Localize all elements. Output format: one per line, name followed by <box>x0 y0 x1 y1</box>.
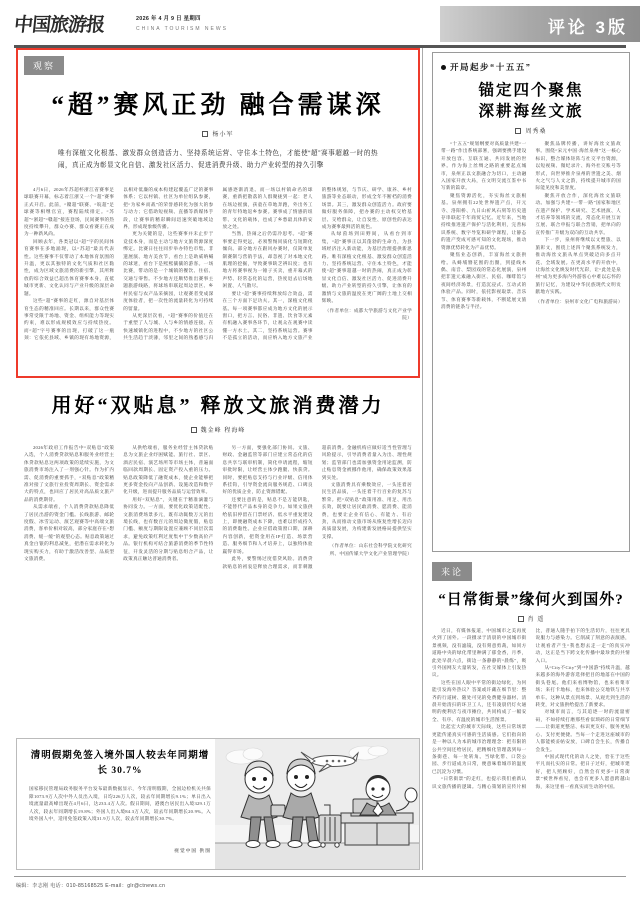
body-paragraph: 聚焦开放合作，深化海丝文旅联动。加强与共建“一带一路”国家和地区在遗产保护、学术研究、艺术展演、人才培养等领域的交流，常态化开展互访互展、联合申报与联合营销，把单向的宣传推广升级为双向的互动共享。 <box>535 192 621 235</box>
rail-top-headline-line2: 深耕海丝文旅 <box>478 103 584 120</box>
article-main-tag: 观察 <box>24 56 64 75</box>
illustration-travelers-at-immigration-desk <box>215 739 419 869</box>
body-paragraph: 要让“超”赛事持续释放综合效益，需在三个方面下足功夫。其一，深植文化根基。每一项赛事都应成为地方文化的展示窗口，把方言、民俗、非遗、饮食等元素有机融入赛事各环节，让观众在观赛中读懂一方水土。其二，坚持系统运营。赛事不是孤立的活动，而应纳入地方文旅产业的整体规划，与节庆、研学、康养、乡村旅游等业态联动，形成全年不断档的消费场景。其三，激发群众创造活力。政府要做好服务保障，把办赛的主动权交给基层、交给群众，让自发性、原创性的表达成为赛事最鲜活的底色。 <box>222 187 412 341</box>
byline-square-icon <box>518 616 524 622</box>
article-second <box>24 392 412 569</box>
article-second-body <box>24 444 412 736</box>
rail-bottom-author: 肖 遥 <box>527 617 545 623</box>
bullet-dot-icon <box>441 65 446 70</box>
body-paragraph: 从需求端看，个人消费贷款贴息降低了居民出游的资金门槛。长线旅游、邮轮度假、冰雪运动、演艺观赛等中高端文旅消费，客单价相对较高，部分家庭存在“想消费、缓一缓”的观望心态。贴息政策通过真金白银的利息减免，把潜在需求转化为现实购买力，有助于激活改善型、品质型文旅消费。 <box>24 504 115 562</box>
body-paragraphs-rail-top <box>441 140 621 310</box>
body-paragraph: “十五五”规划纲要对高质量共建“一带一路”作出系统部署，强调要携手建设开放包容、互联互通、共同发展的世界。作为海上丝绸之路的重要起点城市，泉州正以文旅融合为切口，主动融入国家开放大局，在文明交流互鉴中书写新的篇章。 <box>441 141 527 191</box>
article-second-byline <box>24 425 412 434</box>
column-divider <box>422 48 423 870</box>
photo-caption-title: 清明假期免签入境外国人较去年同期增长 30.7% <box>30 751 210 776</box>
article-main-lede: 唯有深植文化根基、激发群众创造活力、坚持系统运营、守住本土特色，才能使“超”赛事超越一时的热闹，真正成为彰显文化自信、激发社区活力、促进消费升级、助力产业转型的持久引擎 <box>58 150 378 169</box>
body-paragraph: 这些在国人眼中平常的街边绿化，为何能引发海外热议？答案或许藏在细节里：整齐的行道树、随处可见的免费健身器材、清晨开始清扫的环卫工人，还有凌晨仍灯火通明的便利店与夜市摊位，共同构成了一幅安全、有序、有温度的城市生活图景。 <box>432 679 527 722</box>
rail-top-byline <box>441 126 621 135</box>
body-paragraph: 从更深层次看，“超”赛事的价值还在于重塑了人与城、人与乡的情感连接。在快速城镇化的进程中，不少地方的社区公共生活趋于淡薄，邻里之间的熟悉感与归属感逐渐消退。而一场以村镇命名的球赛，重新把散落的人群聚拢到一起：老人在场边摇旗，孩童在草地奔跑，外出务工的青年特地返乡参赛。赛事成了情感的纽带、文化的载体，也成了乡愁最具体的安放之处。 <box>123 187 313 341</box>
byline-square-icon <box>202 131 208 137</box>
section-flag <box>440 6 640 42</box>
rail-top-kicker <box>441 61 621 73</box>
body-paragraph: 用好“双贴息”，关键在于精准滴灌与协同发力。一方面，要优化政策适配性。文旅消费场景多元，既有动辄数万元的出境长线，也有数百元的周边微度假，贴息门槛、额度与期限设置应兼顾不同层次需求，避免政策红利过度集中于少数高价产品。银行机构可结合旅游消费的季节性特征，开发灵活的分期与贴息组合产品，让政策真正触达普通消费者。 <box>123 496 214 562</box>
body-paragraph: 此外，要警惕过度借贷风险。消费贷款贴息的初衷是释放合理需求，而非刺激超前消费。金融机构应做好适当性管理与风险提示，引导消费者量入为出、理性规划；监管部门也需加强资金用途监测，防止贴息资金被挪作他用，确保政策效果落到实处。 <box>222 445 412 569</box>
body-paragraph: 聚焦品牌传播，讲好海丝文旅故事。围绕“宋元中国·海丝泉州”这一核心标识，整合媒体矩阵与社交平台资源，以短视频、微纪录片、海外社交账号等形式，向世界推介泉州的世遗之美、烟火之气与人文之韵，持续提升城市的国际能见度和美誉度。 <box>535 141 621 191</box>
article-main-attribution: （作者单位：成都大学旅游与文化产业学院） <box>324 307 412 320</box>
body-paragraph: 当然，热闹之后仍需冷思考。“超”赛事要走得更远，必须警惕同质化与短期化倾向。部分地方在跟风办赛时，仅简单复制赛制与营销手法，却忽视了对本地文化肌理的挖掘，导致赛事缺乏辨识度；也有地方将赛事视为一锤子买卖，重开幕式的声势、轻常态化的运营，热度退去后场地闲置、人气散尽。 <box>222 231 313 289</box>
rail-top-body <box>441 140 621 558</box>
section-flag-label: 评论 3版 <box>547 18 628 37</box>
body-paragraph: 聚焦业态创新，丰富海丝文旅供给。从蟳埔簪花围的出圈，到提线木偶、南音、梨园戏的常态化展演，泉州把非遗元素融入街区、民宿、咖啡馆与夜间经济场景，打造沉浸式、互动式的体验产品。同时，依托影视取景、音乐节、体育赛事等新载体，不断延展文旅消费的链条与半径。 <box>441 252 527 309</box>
rail-top-headline-line1: 锚定四个聚焦 <box>478 82 584 99</box>
body-paragraph: 这些“超”赛事的走红，源自对基层体育生态的精准回应。长期以来，群众性赛事常受限于场地、资金、组织能力等现实约束，难以形成规模效应与持续热度。而“超”字号赛事的出现，打破了这一瓶颈：它依托县域、乡镇的现有场地资源，以相对低廉的成本构建起覆盖广泛的赛事体系；它以村镇、社区为单位组队参赛，把“为家乡而战”的荣誉感转化为强大的参与动力；它借助短视频、直播等新媒体手段，让赛事的精彩瞬间迅速突破地域边界，形成现象级传播。 <box>24 187 214 341</box>
article-second-headline: 用好“双贴息” 释放文旅消费潜力 <box>51 395 385 417</box>
body-paragraph: 还要注意的是，贴息不是万能钥匙，不能替代产品本身的竞争力。如果文旅供给依旧停留在门票经济、低水平重复建设上，即便融资成本下降，也难以形成持久的消费黏性。企业应借政策窗口期，深耕内容创新，把资金用在IP打造、场景营造、服务细节和人才培养上，以独特体验赢得市场。 <box>222 496 313 554</box>
article-main-author: 杨小军 <box>212 132 234 138</box>
newspaper-logo: 中国旅游报 <box>12 15 106 36</box>
rail-article-bottom <box>432 562 630 907</box>
body-paragraph: 文旅消费具有乘数效应，一头连着居民生活品质，一头连着千行百业的复苏与繁荣。把“双贴息”政策用准、用足、用出长效，既要让居民敢消费、愿消费、能消费，也要让企业有信心、有能力、有后劲，从而推动文旅市场从恢复性增长迈向高质量发展，为构建新发展格局提供坚实支撑。 <box>321 482 412 539</box>
byline-square-icon <box>191 427 197 433</box>
article-second-attribution: （作者单位：山东社会科学院文化研究所、中国传媒大学文化产业管理学院） <box>329 543 412 556</box>
rail-article-top <box>432 52 630 552</box>
body-paragraph: 下一步，泉州将继续以文塑旅、以旅彰文，围绕上述四个聚焦系统发力，推动海丝文旅从单点突破迈向多点开花、全域发展。在更高水平的开放中，让海丝文化焕发时代光彩，让“此处是泉州”成为更多海内外游客心中难以忘怀的旅行记忆，为建设中华民族现代文明贡献地方实践。 <box>535 237 621 295</box>
body-paragraph: 近日，有媒体报道，中国城市之美再度火到了国外。一段摄录于清晨的中国城市街景视频，没有滤镜，没有刻意剪裁，如同方道路中央的绿化带里种满了郁金香，月季，此处早晨六点，街边一条静静的“晨练”，吸引外国网友大量转发，在社交媒体上引发热议。 <box>432 628 527 678</box>
photo-caption-body: 国家移民管理局政务服务平台发布最新数据显示，今年清明假期，全国边检机关共保障1073.9万人次中外人员出入境，日均226万人次，较去年同期增长9.1%；单日出入境流量最高峰出现在4月6日，达233.4万人次。假日期间，港澳台居民出入境329.1万人次，较去年同期增长19.8%；外国人出入境84.3万人次，较去年同期增长20.9%。入境外国人中，适用免签政策入境31.9万人次，较去年同期增长30.7%。 <box>29 786 211 822</box>
body-paragraph: 2026年政府工作报告中“双贴息”政策入选，个人消费贷款贴息和服务业经营主体贷款贴息这两项政策的延续实施，为文旅消费市场注入了一剂强心针。作为扩内需、促消费的重要抓手，“双贴息”政策精准对接了文旅行业投资周期长、资金需求大的特点，也回应了居民对高品质文旅产品的消费期待。 <box>24 445 115 502</box>
rail-top-kicker-label: 开局起步“十五五” <box>450 62 532 72</box>
body-paragraph: 从供给端看，服务业经营主体贷款贴息为文旅企业纾困赋能。旅行社、景区、酒店民宿、演艺场所等市场主体，普遍面临回款周期长、固定资产投入重的压力。贴息政策降低了融资成本，使企业能够把更多资金投向产品创新、设施改造和数字化升级，进而提升服务品质与运营效率。 <box>123 445 214 495</box>
rail-bottom-headline: “日常街景”缘何火到国外? <box>438 592 624 608</box>
photo-credit: 视觉中国 供图 <box>174 849 211 854</box>
body-paragraph: 中国式现代化的动人之处，恰在于这些平凡而扎实的日常。把日子过好，把城市建好，把人照顾好，自然会有更多“日常街景”被世界看见，也会有更多人愿意跨越山海，来这里看一看真实而生动的中国。 <box>535 753 630 789</box>
rail-top-headline <box>441 80 621 122</box>
dateline <box>136 14 228 32</box>
body-paragraph: “日常街景”的走红，也提示我们重新认识文旅传播的逻辑。与精心策划的宣传片相比，普通人随手拍下的生活切片，往往更具说服力与感染力。它削减了刻意的表演感，让观看者产生“我也想去走一走”的真实冲动，这正是当下跨文化传播中最珍贵的共情入口。 <box>432 628 630 789</box>
english-name: CHINA TOURISM NEWS <box>136 26 228 32</box>
body-paragraph: 从绿茵场到田野间，从看台到市集，“超”赛事正以其蓬勃的生命力，为县域经济注入新动能，为基层治理提供新思路。唯有深植文化根基、激发群众创造活力、坚持系统运营、守住本土特色，才能使“超”赛事超越一时的热闹，真正成为彰显文化自信、激发社区活力、促进消费升级、助力产业转型的持久引擎，让体育的激情与文旅的温度在更广阔的土地上交相辉映。 <box>321 231 412 304</box>
body-paragraph: 回顾去年，各类冠以“超”字的民间体育赛事在多地涌现，以“苏超”最具代表性。这些赛事不仅带动了本地体育氛围的升温，更以其独特的文化气质和社区黏性，成为区域文旅消费的新引擎，其所释放的综合效益已超出体育赛事本身，直抵城市更新、文化认同与产业升级的深层命题。 <box>24 238 115 296</box>
rail-bottom-tag: 来论 <box>432 562 472 581</box>
masthead <box>0 0 640 44</box>
article-main-headline: “超”赛风正劲 融合需谋深 <box>51 92 385 119</box>
article-main <box>24 56 412 341</box>
body-paragraph: 4月6日，2026年苏超杯浙江省赛事足球联赛开幕，标志着江浙又一个“超”赛事正式开启。此前，“赣超”联赛、“皖超”足球赛等相继官宣，赛程陆续排定。“苏超”“浙超”“赣超”接连登场，民间赛事的热度持续攀升，群众办赛、群众看赛正在成为一种新风尚。 <box>24 187 115 237</box>
body-paragraph: 对城市而言，与其追逐一时的流量密码，不如持续打磨那些看似琐碎的日常细节——让街道更整洁、标识更友好、服务更贴心、支付更便捷。当每一个走进这座城市的人都能被妥帖安放，口碑自会生长，传播自会发生。 <box>535 709 630 752</box>
body-paragraph: 更为关键的是，这些赛事并未止步于竞技本身，而是主动与地方文旅资源深度绑定。比赛日往往同步举办特色市集、非遗展演、地方美食节，看台上是助威呐喊的球迷，看台下是熙熙攘攘的游客。一场比赛，带动的是一个城镇的餐饮、住宿、交通与零售。不少地方还顺势推出赛事主题旅游线路，将球场串联起周边景区、乡村民宿与农产品采摘园，让观赛者变成深度体验者，把一次性的流量转化为可持续的留量。 <box>123 231 214 311</box>
body-paragraph: 从“City不City”到“中国游”持续升温，越来越多的海外游客选择把目的地落在中国的街头巷尾。他们来看博物馆，也来看菜市场；来打卡地标，也来体验公交地铁与共享单车。这种从景点到场景、从观光到生活的转变，对文旅供给提出了新要求。 <box>535 665 630 708</box>
body-paragraph: 聚焦资源活化，夯实海丝文旅根基。泉州拥有22处世界遗产点，开元寺、洛阳桥、九日山祈风石刻等历史遗存串联起千年商贸记忆。近年来，当地持续推进遗产保护与活化利用，完善标识系统、数字导览和研学课程，让静态的遗产变成可感可知的文化现场，推动资源优势转化为产品优势。 <box>441 192 527 250</box>
body-paragraph: 比起宏大的城市天际线，这些日常场景更能传递真实可感的生活质感。它们指向的是一种以人为本的城市治理理念：把有限的公共空间还给居民，把精细化管理落到每一条街巷、每一处转角。当绿化带、口袋公园、步行道成为日常，便意味着城市的温度已沉淀为习惯。 <box>432 724 527 774</box>
footer-rule <box>14 876 626 877</box>
rail-top-attribution: （作者单位：泉州市文化广电和旅游局） <box>535 298 623 304</box>
rail-top-author: 周秀桑 <box>525 129 547 135</box>
article-main-byline <box>24 129 412 138</box>
body-paragraphs-rail-bottom <box>432 627 630 790</box>
publication-date: 2026 年 4 月 9 日 星期四 <box>136 16 201 22</box>
article-second-author: 魏金峰 程海峰 <box>200 428 246 434</box>
photo-block <box>16 738 420 870</box>
rail-bottom-byline <box>432 614 630 623</box>
masthead-rule <box>14 45 626 48</box>
byline-square-icon <box>515 128 521 134</box>
body-paragraph: 另一方面，要强化部门协同。文旅、财政、金融监管等部门应建立常态化的信息共享与联审机制，简化申请流程，缩短审批时限，让经营主体少跑腿、快获贷。同时，要把贴息支持与行业评级、信用体系挂钩，引导资金流向服务规范、口碑良好的优质企业，防止资源错配。 <box>222 445 313 495</box>
footer-credits: 编辑：李志刚 电话：010-85168525 E-mail：glr@ctnews.cn <box>16 883 166 889</box>
rail-bottom-body <box>432 627 630 907</box>
